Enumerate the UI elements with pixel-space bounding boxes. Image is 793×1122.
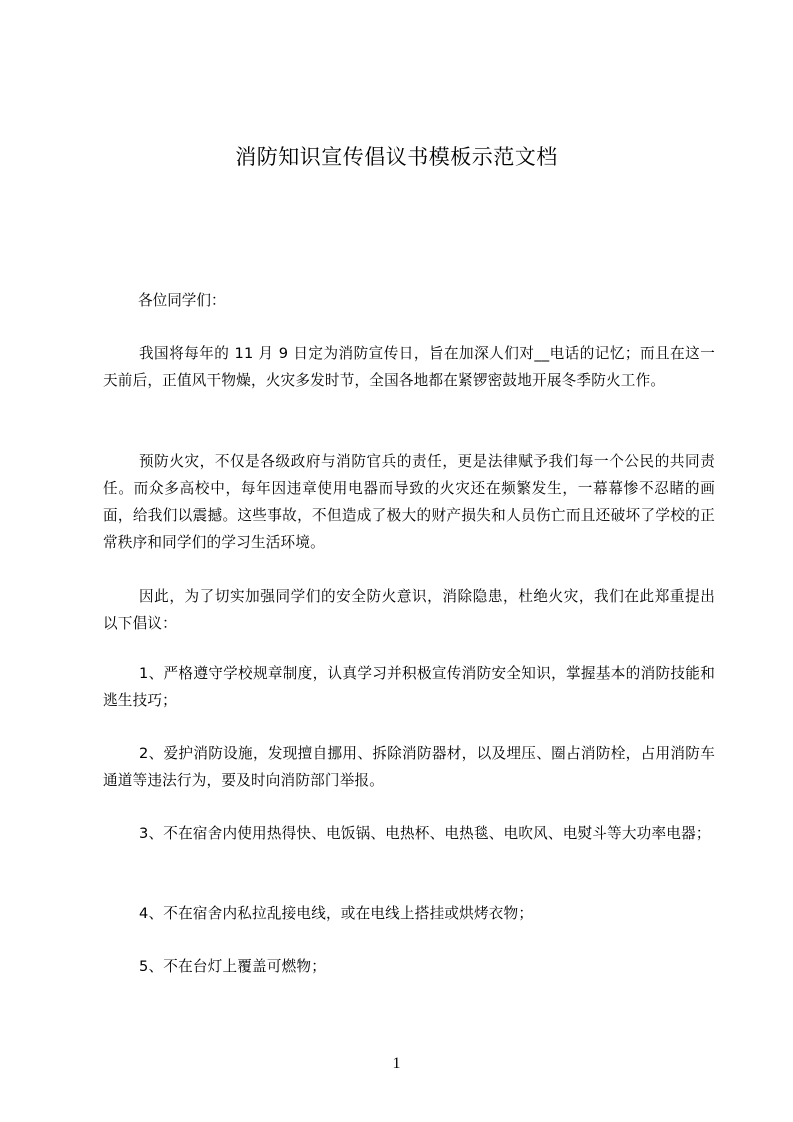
document-title: 消防知识宣传倡议书模板示范文档 bbox=[235, 145, 558, 169]
greeting: 各位同学们： bbox=[138, 292, 226, 309]
page-number: 1 bbox=[392, 1055, 401, 1072]
proposal-item-1: 1、严格遵守学校规章制度，认真学习并积极宣传消防安全知识，掌握基本的消防技能和逃生技巧； bbox=[103, 665, 715, 709]
proposal-item-2: 2、爱护消防设施，发现擅自挪用、拆除消防器材，以及埋压、圈占消防栓，占用消防车通道等违法行为，要及时向消防部门举报。 bbox=[103, 745, 715, 789]
paragraph-proposal-intro: 因此，为了切实加强同学们的安全防火意识，消除隐患，杜绝火灾，我们在此郑重提出以下倡议： bbox=[103, 588, 715, 632]
proposal-item-3: 3、不在宿舍内使用热得快、电饭锅、电热杯、电热毯、电吹风、电熨斗等大功率电器； bbox=[139, 825, 711, 842]
proposal-item-5: 5、不在台灯上覆盖可燃物； bbox=[139, 958, 327, 975]
paragraph-fire-day: 我国将每年的 11 月 9 日定为消防宣传日，旨在加深人们对__电话的记忆；而且在这一天前后，正值风干物燥，火灾多发时节，全国各地都在紧锣密鼓地开展冬季防火工作。 bbox=[103, 345, 715, 389]
paragraph-prevention: 预防火灾，不仅是各级政府与消防官兵的责任，更是法律赋予我们每一个公民的共同责任。而众多高校中，每年因违章使用电器而导致的火灾还在频繁发生，一幕幕惨不忍睹的画面，给我们以震撼。这些事故，不但造成了极大的财产损失和人员伤亡而且还破坏了学校的正常秩序和同学们的学习生活环境。 bbox=[103, 453, 715, 551]
proposal-item-4: 4、不在宿舍内私拉乱接电线，或在电线上搭挂或烘烤衣物； bbox=[139, 905, 534, 922]
